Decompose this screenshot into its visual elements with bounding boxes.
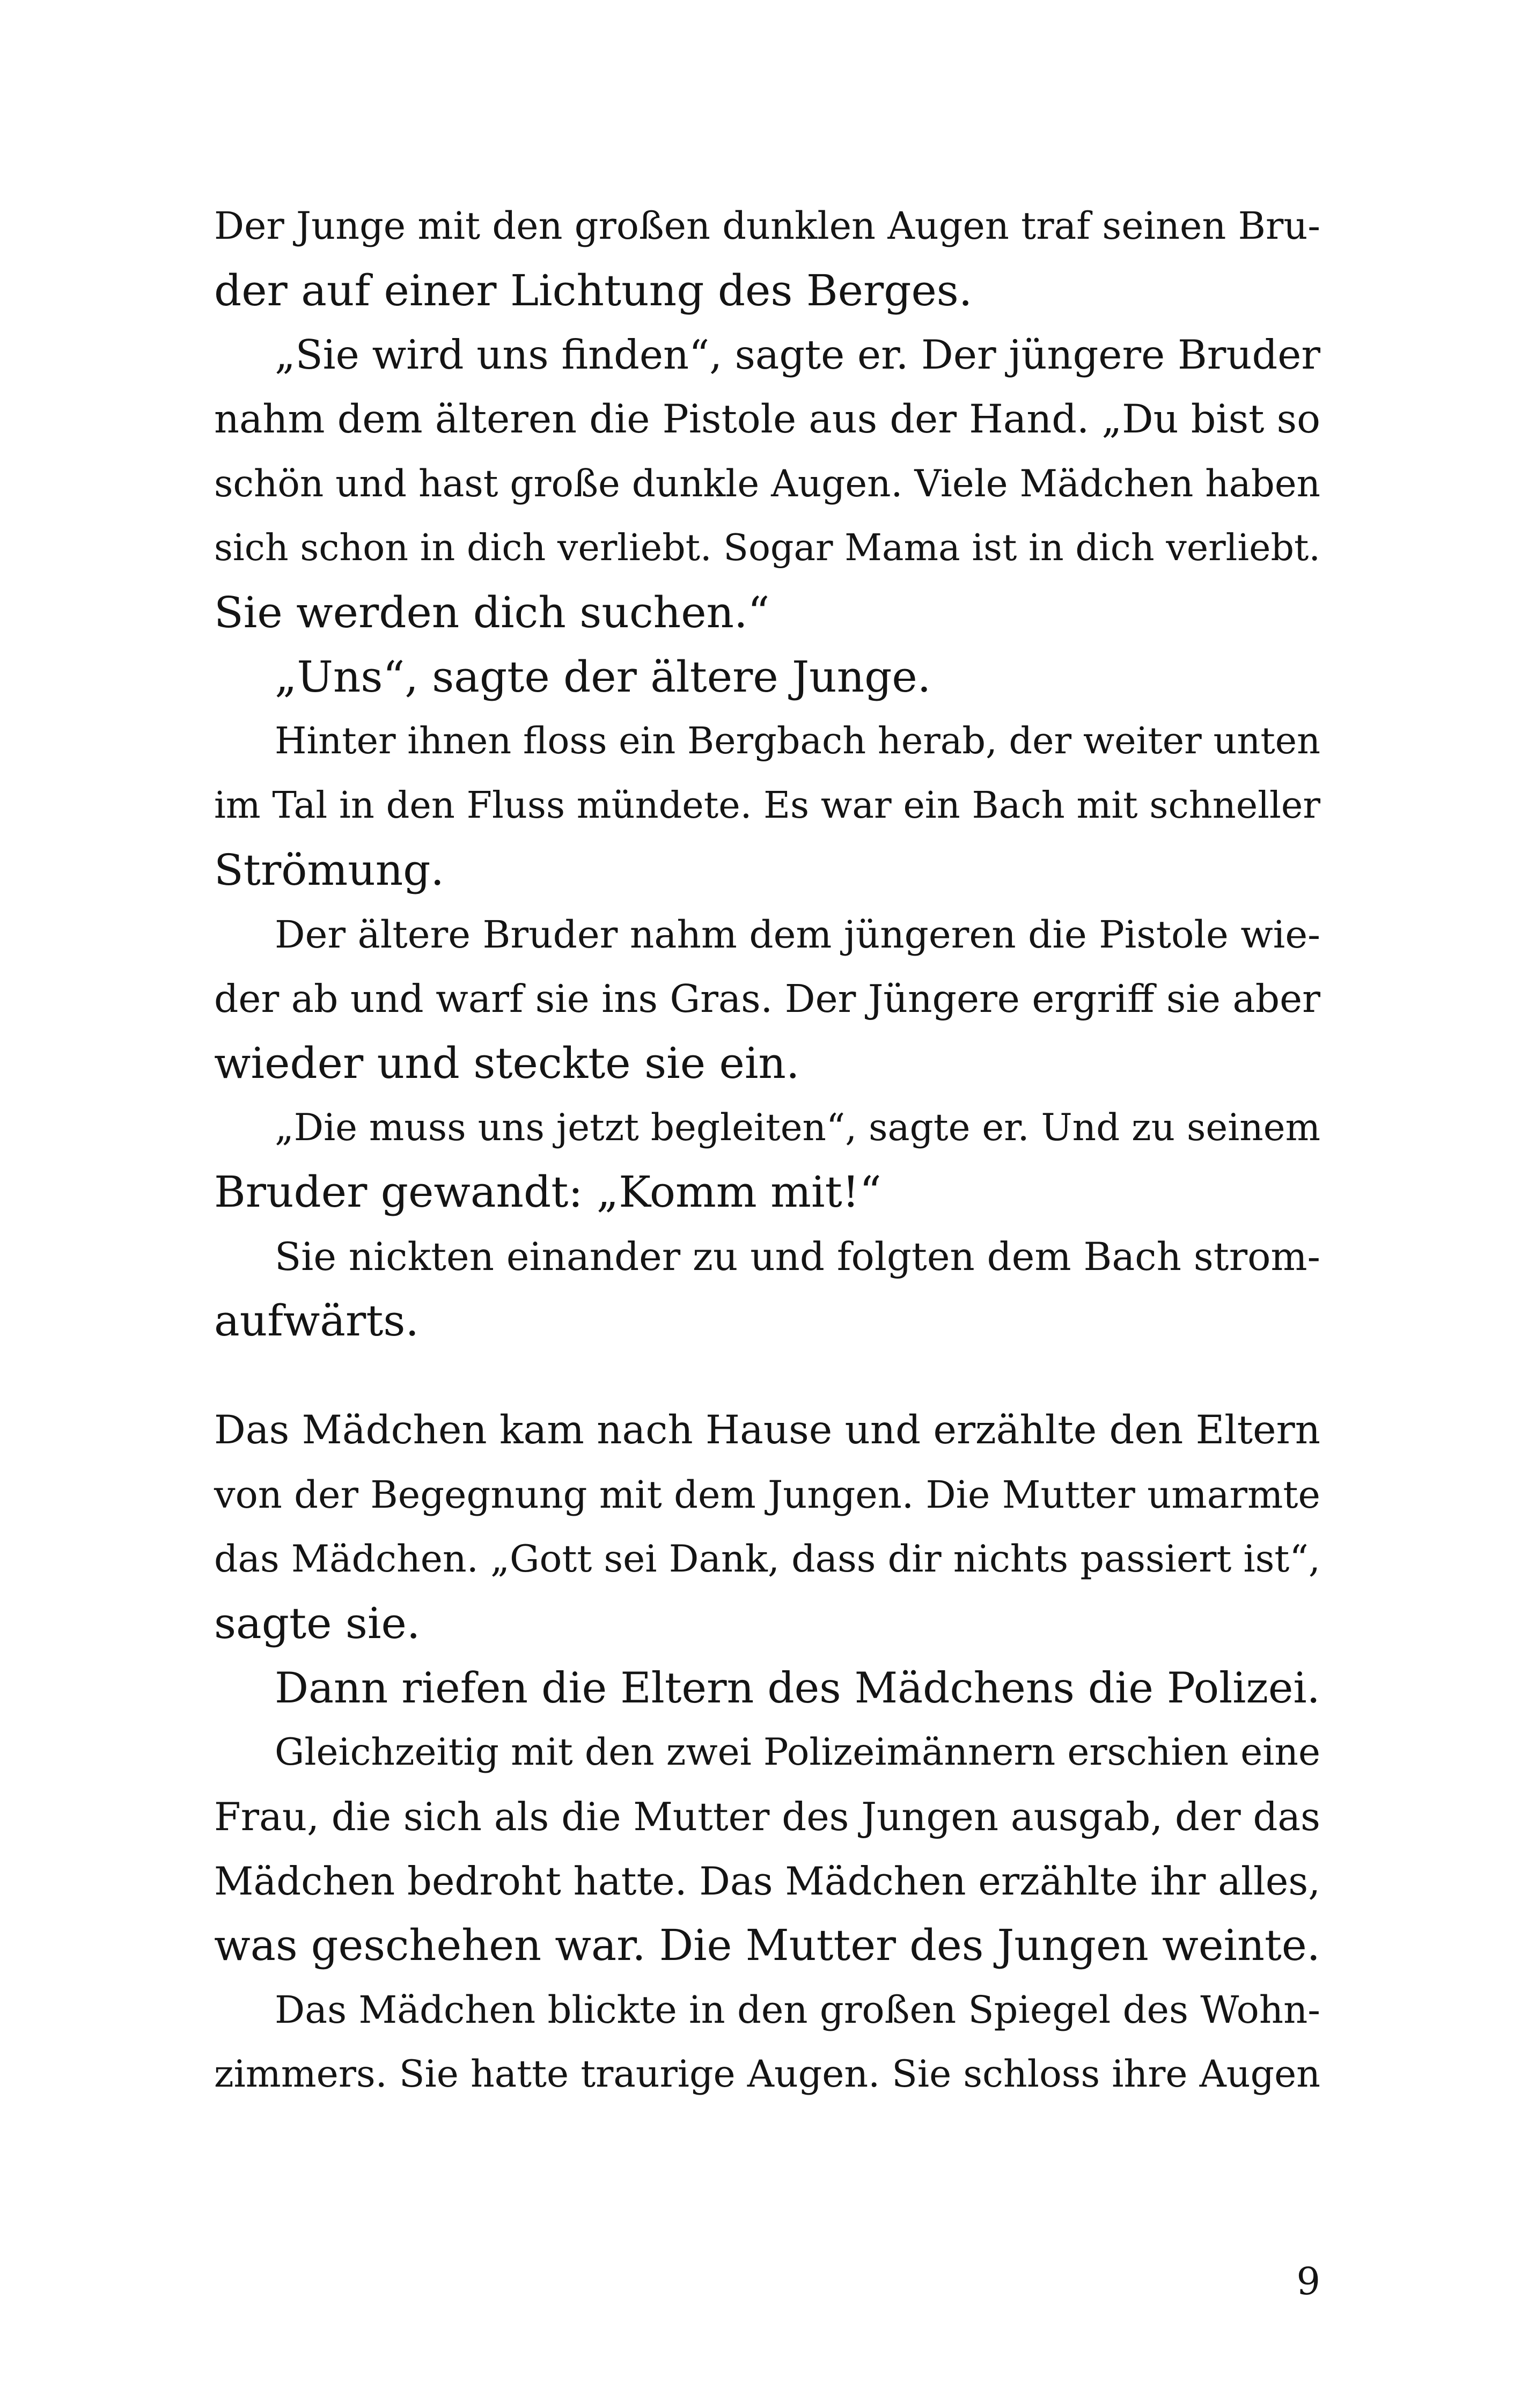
text-line: Bruder gewandt: „Komm mit!“: [214, 1167, 881, 1217]
text-line: im Tal in den Fluss mündete. Es war ein Bach mit schneller: [214, 784, 1320, 827]
text-line: „Die muss uns jetzt begleiten“, sagte er. Und zu seinem: [275, 1106, 1320, 1149]
text-line: aufwärts.: [214, 1296, 419, 1346]
text-line: wieder und steckte sie ein.: [214, 1038, 800, 1088]
text-line: Frau, die sich als die Mutter des Jungen ausgab, der das: [214, 1794, 1320, 1839]
text-line: Gleichzeitig mit den zwei Polizeimännern erschien eine: [275, 1731, 1320, 1774]
text-line: das Mädchen. „Gott sei Dank, dass dir nichts passiert ist“,: [214, 1537, 1320, 1581]
text-line: „Sie wird uns finden“, sagte er. Der jüngere Bruder: [275, 332, 1320, 378]
text-line: zimmers. Sie hatte traurige Augen. Sie schloss ihre Augen: [214, 2052, 1320, 2096]
text-line: Dann riefen die Eltern des Mädchens die Polizei.: [275, 1663, 1320, 1713]
page-number: 9: [1296, 2259, 1320, 2303]
text-line: sich schon in dich verliebt. Sogar Mama ist in dich verliebt.: [214, 527, 1320, 569]
text-line: Sie werden dich suchen.“: [214, 588, 770, 637]
text-section-brothers: [214, 194, 1320, 1353]
text-line: Sie nickten einander zu und folgten dem Bach strom-: [275, 1234, 1320, 1279]
text-line: Mädchen bedroht hatte. Das Mädchen erzählte ihr alles,: [214, 1859, 1320, 1904]
text-line: Strömung.: [214, 845, 444, 895]
text-line: nahm dem älteren die Pistole aus der Hand. „Du bist so: [214, 397, 1320, 442]
text-line: schön und hast große dunkle Augen. Viele Mädchen haben: [214, 462, 1320, 505]
text-line: Das Mädchen blickte in den großen Spiegel des Wohn-: [275, 1988, 1320, 2032]
text-line: der auf einer Lichtung des Berges.: [214, 266, 973, 315]
text-line: Der ältere Bruder nahm dem jüngeren die Pistole wie-: [275, 912, 1320, 957]
text-line: sagte sie.: [214, 1598, 421, 1648]
text-line: von der Begegnung mit dem Jungen. Die Mutter umarmte: [214, 1473, 1320, 1517]
text-line: Der Junge mit den großen dunklen Augen traf seinen Bru-: [214, 204, 1320, 248]
text-line: Hinter ihnen floss ein Bergbach herab, der weiter unten: [275, 720, 1320, 762]
text-section-girl: [214, 1398, 1320, 2106]
text-line: „Uns“, sagte der ältere Junge.: [275, 652, 931, 702]
text-line: Das Mädchen kam nach Hause und erzählte den Eltern: [214, 1407, 1320, 1453]
text-line: was geschehen war. Die Mutter des Jungen weinte.: [214, 1920, 1320, 1970]
text-line: der ab und warf sie ins Gras. Der Jüngere ergriff sie aber: [214, 977, 1320, 1021]
